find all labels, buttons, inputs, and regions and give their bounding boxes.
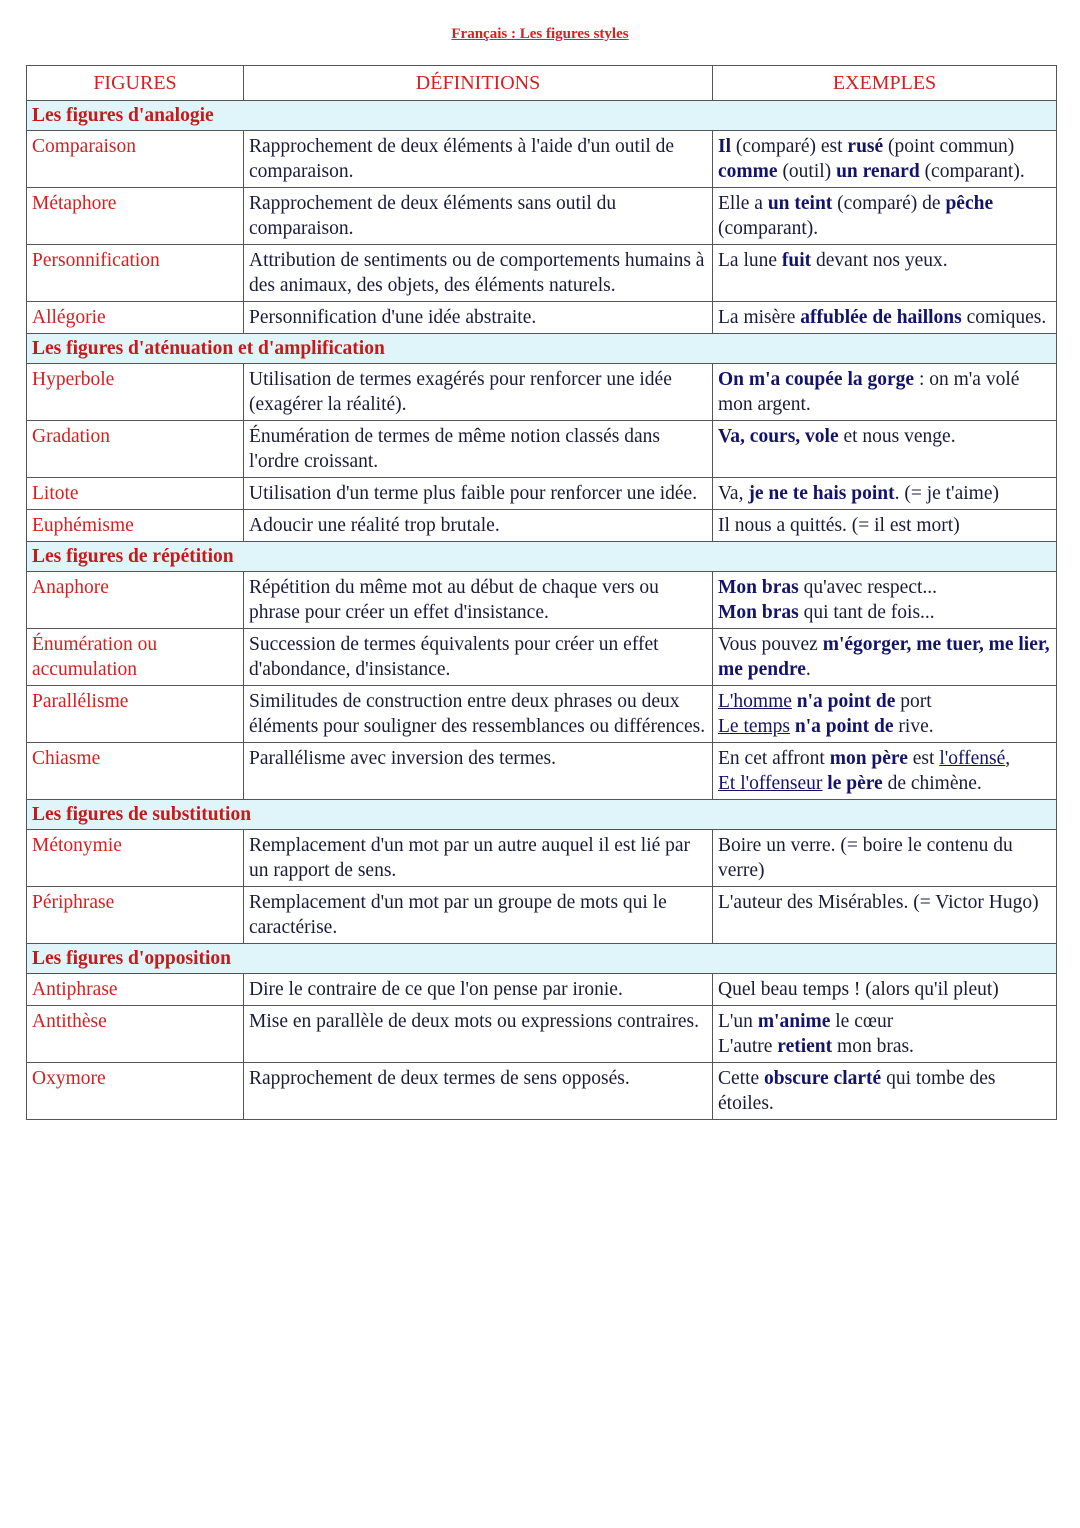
figure-name: Antithèse <box>27 1006 244 1063</box>
table-row <box>27 364 1057 421</box>
figure-example: Quel beau temps ! (alors qu'il pleut) <box>713 974 1057 1006</box>
figure-example: Va, je ne te hais point. (= je t'aime) <box>713 478 1057 510</box>
figure-name: Hyperbole <box>27 364 244 421</box>
figure-name: Oxymore <box>27 1063 244 1120</box>
figure-name: Euphémisme <box>27 510 244 542</box>
section-row <box>27 101 1057 131</box>
table-row <box>27 887 1057 944</box>
table-row <box>27 1063 1057 1120</box>
table-row <box>27 302 1057 334</box>
table-row <box>27 131 1057 188</box>
header-definitions: DÉFINITIONS <box>244 66 713 101</box>
figure-example: La lune fuit devant nos yeux. <box>713 245 1057 302</box>
section-row <box>27 800 1057 830</box>
figure-name: Allégorie <box>27 302 244 334</box>
table-row <box>27 1006 1057 1063</box>
figure-example: L'un m'anime le cœur L'autre retient mon bras. <box>713 1006 1057 1063</box>
figure-definition: Dire le contraire de ce que l'on pense par ironie. <box>244 974 713 1006</box>
figure-example: Il nous a quittés. (= il est mort) <box>713 510 1057 542</box>
section-title: Les figures d'analogie <box>27 101 1057 131</box>
page-title: Français : Les figures styles <box>451 26 629 42</box>
figure-definition: Parallélisme avec inversion des termes. <box>244 743 713 800</box>
figure-definition: Rapprochement de deux éléments sans outil du comparaison. <box>244 188 713 245</box>
figure-name: Gradation <box>27 421 244 478</box>
table-row <box>27 188 1057 245</box>
figure-name: Anaphore <box>27 572 244 629</box>
table-row <box>27 245 1057 302</box>
section-title: Les figures d'opposition <box>27 944 1057 974</box>
figure-example: L'homme n'a point de port Le temps n'a point de rive. <box>713 686 1057 743</box>
figure-name: Périphrase <box>27 887 244 944</box>
figure-name: Antiphrase <box>27 974 244 1006</box>
section-title: Les figures d'aténuation et d'amplification <box>27 334 1057 364</box>
figure-definition: Rapprochement de deux éléments à l'aide d'un outil de comparaison. <box>244 131 713 188</box>
figure-definition: Adoucir une réalité trop brutale. <box>244 510 713 542</box>
figure-definition: Rapprochement de deux termes de sens opposés. <box>244 1063 713 1120</box>
table-row <box>27 743 1057 800</box>
figure-name: Parallélisme <box>27 686 244 743</box>
section-row <box>27 944 1057 974</box>
section-title: Les figures de répétition <box>27 542 1057 572</box>
figure-name: Personnification <box>27 245 244 302</box>
figure-example: En cet affront mon père est l'offensé, Et l'offenseur le père de chimène. <box>713 743 1057 800</box>
figure-example: Elle a un teint (comparé) de pêche (comparant). <box>713 188 1057 245</box>
figure-example: Boire un verre. (= boire le contenu du verre) <box>713 830 1057 887</box>
figure-definition: Similitudes de construction entre deux phrases ou deux éléments pour souligner des ressemblances ou différences. <box>244 686 713 743</box>
figure-definition: Personnification d'une idée abstraite. <box>244 302 713 334</box>
figure-example: L'auteur des Misérables. (= Victor Hugo) <box>713 887 1057 944</box>
figure-example: On m'a coupée la gorge : on m'a volé mon argent. <box>713 364 1057 421</box>
figure-definition: Remplacement d'un mot par un groupe de mots qui le caractérise. <box>244 887 713 944</box>
table-row <box>27 629 1057 686</box>
figure-definition: Utilisation de termes exagérés pour renforcer une idée (exagérer la réalité). <box>244 364 713 421</box>
table-row <box>27 974 1057 1006</box>
figure-name: Comparaison <box>27 131 244 188</box>
table-row <box>27 421 1057 478</box>
figure-name: Énumération ou accumulation <box>27 629 244 686</box>
figure-name: Métonymie <box>27 830 244 887</box>
table-row <box>27 572 1057 629</box>
figure-definition: Attribution de sentiments ou de comportements humains à des animaux, des objets, des éléments naturels. <box>244 245 713 302</box>
figure-name: Métaphore <box>27 188 244 245</box>
figure-example: Cette obscure clarté qui tombe des étoiles. <box>713 1063 1057 1120</box>
figure-definition: Mise en parallèle de deux mots ou expressions contraires. <box>244 1006 713 1063</box>
figure-example: La misère affublée de haillons comiques. <box>713 302 1057 334</box>
figure-example: Vous pouvez m'égorger, me tuer, me lier, me pendre. <box>713 629 1057 686</box>
figure-example: Il (comparé) est rusé (point commun) comme (outil) un renard (comparant). <box>713 131 1057 188</box>
figure-definition: Énumération de termes de même notion classés dans l'ordre croissant. <box>244 421 713 478</box>
section-title: Les figures de substitution <box>27 800 1057 830</box>
table-row <box>27 510 1057 542</box>
figure-definition: Succession de termes équivalents pour créer un effet d'abondance, d'insistance. <box>244 629 713 686</box>
table-row <box>27 478 1057 510</box>
figures-table <box>26 65 1057 1120</box>
figure-name: Chiasme <box>27 743 244 800</box>
table-row <box>27 686 1057 743</box>
figure-definition: Répétition du même mot au début de chaque vers ou phrase pour créer un effet d'insistance. <box>244 572 713 629</box>
figure-name: Litote <box>27 478 244 510</box>
figure-definition: Remplacement d'un mot par un autre auquel il est lié par un rapport de sens. <box>244 830 713 887</box>
header-figures: FIGURES <box>27 66 244 101</box>
section-row <box>27 542 1057 572</box>
header-row <box>27 66 1057 101</box>
figure-example: Mon bras qu'avec respect... Mon bras qui tant de fois... <box>713 572 1057 629</box>
header-examples: EXEMPLES <box>713 66 1057 101</box>
figure-definition: Utilisation d'un terme plus faible pour renforcer une idée. <box>244 478 713 510</box>
section-row <box>27 334 1057 364</box>
figure-example: Va, cours, vole et nous venge. <box>713 421 1057 478</box>
table-row <box>27 830 1057 887</box>
